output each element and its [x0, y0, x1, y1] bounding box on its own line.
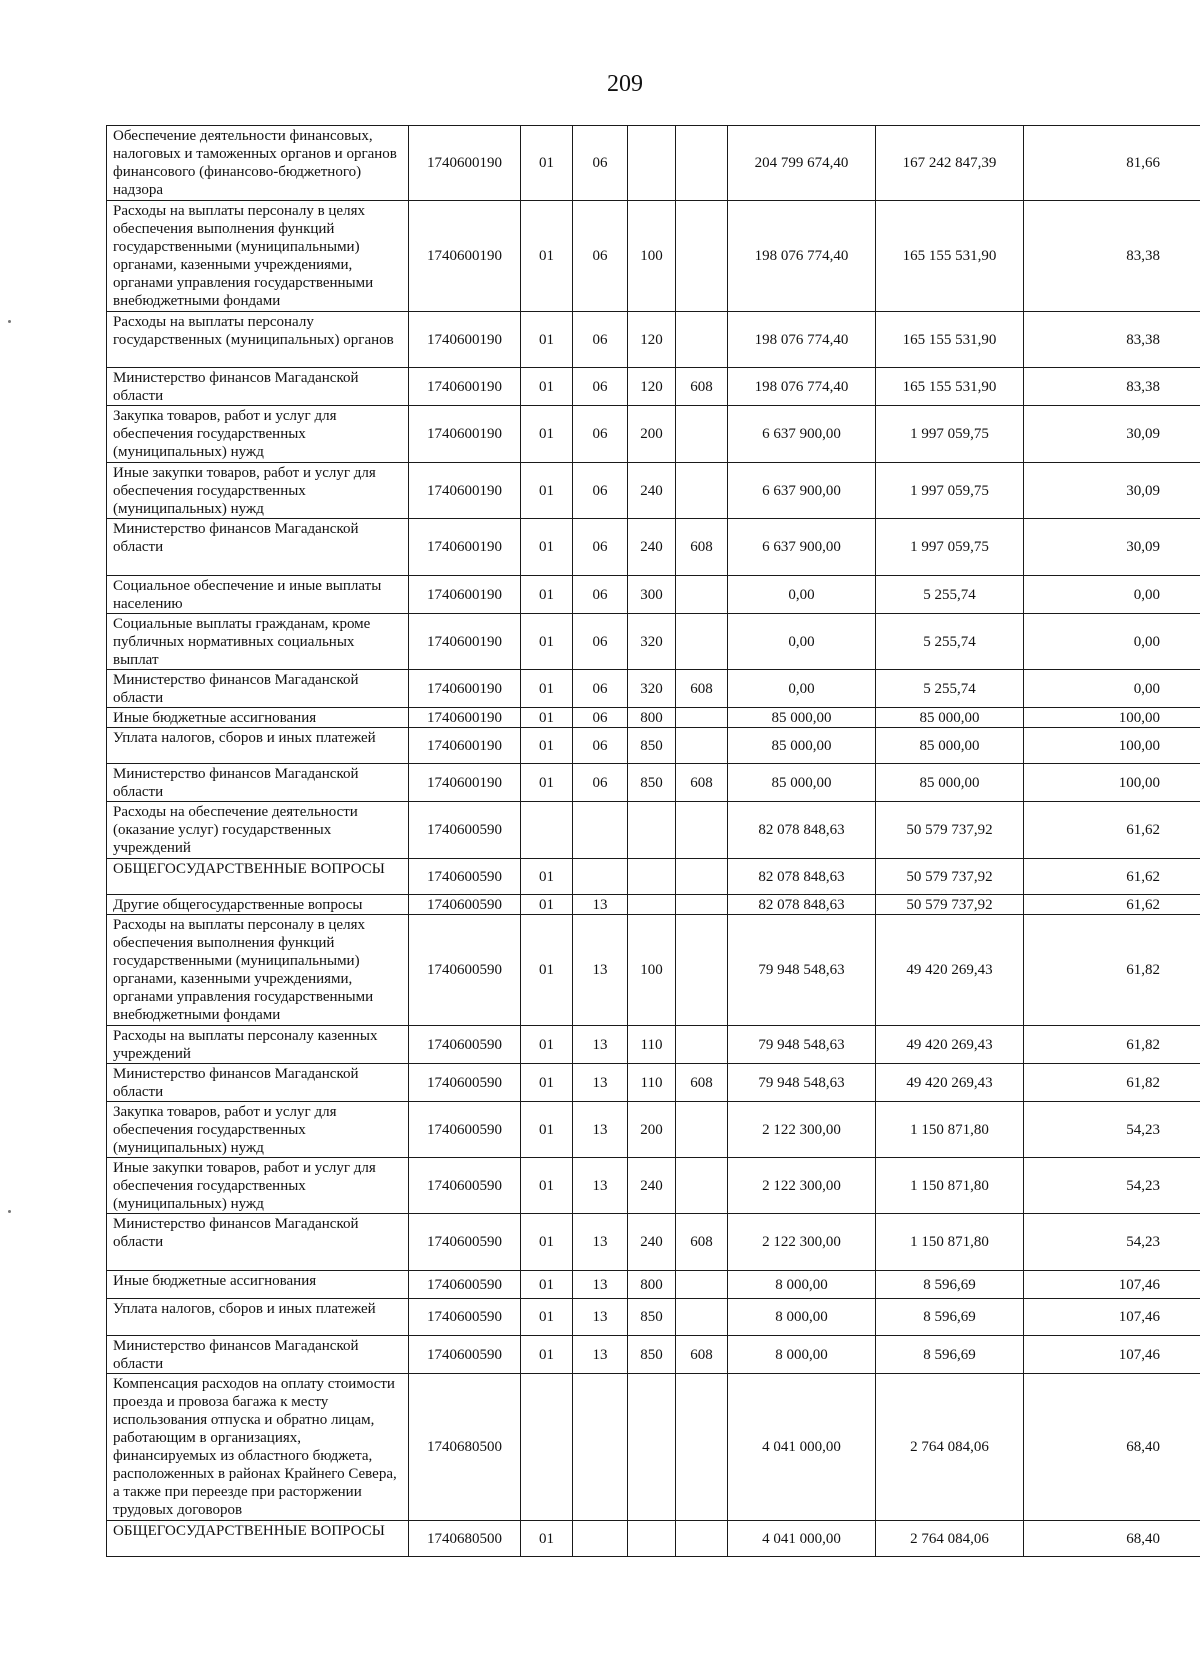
cell-admin-code: 608 — [676, 670, 728, 708]
cell-section: 01 — [521, 1158, 573, 1214]
table-row — [107, 1374, 1200, 1521]
table-row — [107, 406, 1200, 463]
cell-admin-code — [676, 728, 728, 764]
cell-actual-amount: 1 150 871,80 — [876, 1102, 1024, 1158]
cell-actual-amount: 49 420 269,43 — [876, 915, 1024, 1026]
cell-subsection: 13 — [573, 895, 628, 915]
table-row — [107, 201, 1200, 312]
cell-section: 01 — [521, 201, 573, 312]
cell-subsection: 13 — [573, 1214, 628, 1271]
cell-actual-amount: 165 155 531,90 — [876, 201, 1024, 312]
cell-admin-code — [676, 614, 728, 670]
cell-target-code: 1740600590 — [409, 859, 521, 895]
cell-admin-code — [676, 312, 728, 368]
cell-expense-type: 240 — [628, 519, 676, 576]
cell-admin-code — [676, 1102, 728, 1158]
cell-plan-amount: 2 122 300,00 — [728, 1158, 876, 1214]
cell-admin-code — [676, 859, 728, 895]
cell-subsection: 13 — [573, 915, 628, 1026]
cell-subsection: 06 — [573, 614, 628, 670]
cell-expense-type: 240 — [628, 1158, 676, 1214]
cell-section: 01 — [521, 1271, 573, 1299]
cell-expense-type: 120 — [628, 368, 676, 406]
cell-admin-code — [676, 1271, 728, 1299]
cell-name: Уплата налогов, сборов и иных платежей — [107, 1299, 409, 1336]
cell-percent: 61,82 — [1024, 915, 1200, 1026]
cell-percent: 61,82 — [1024, 1026, 1200, 1064]
cell-subsection — [573, 1374, 628, 1521]
cell-target-code: 1740600590 — [409, 1336, 521, 1374]
cell-name: Обеспечение деятельности финансовых, налоговых и таможенных органов и органов финансового (финансово-бюджетного) надзора — [107, 126, 409, 201]
cell-target-code: 1740600190 — [409, 519, 521, 576]
cell-section: 01 — [521, 728, 573, 764]
cell-name: Министерство финансов Магаданской области — [107, 1336, 409, 1374]
cell-admin-code: 608 — [676, 764, 728, 802]
cell-name: Уплата налогов, сборов и иных платежей — [107, 728, 409, 764]
cell-admin-code — [676, 802, 728, 859]
cell-plan-amount: 85 000,00 — [728, 764, 876, 802]
cell-target-code: 1740600190 — [409, 728, 521, 764]
cell-plan-amount: 204 799 674,40 — [728, 126, 876, 201]
cell-expense-type: 120 — [628, 312, 676, 368]
cell-plan-amount: 198 076 774,40 — [728, 201, 876, 312]
cell-expense-type: 100 — [628, 915, 676, 1026]
cell-plan-amount: 0,00 — [728, 614, 876, 670]
table-row — [107, 1336, 1200, 1374]
cell-admin-code — [676, 576, 728, 614]
cell-name: Расходы на выплаты персоналу государственных (муниципальных) органов — [107, 312, 409, 368]
cell-subsection: 13 — [573, 1299, 628, 1336]
cell-target-code: 1740600190 — [409, 614, 521, 670]
cell-expense-type: 850 — [628, 728, 676, 764]
cell-percent: 107,46 — [1024, 1336, 1200, 1374]
cell-plan-amount: 2 122 300,00 — [728, 1214, 876, 1271]
cell-subsection: 06 — [573, 764, 628, 802]
cell-actual-amount: 49 420 269,43 — [876, 1064, 1024, 1102]
cell-name: Компенсация расходов на оплату стоимости проезда и провоза багажа к месту использования отпуска и обратно лицам, работающим в организациях, финансируемых из областного бюджета, расположенных в районах Крайнего Севера, а также при переезде при расторжении трудовых договоров — [107, 1374, 409, 1521]
cell-name: Расходы на выплаты персоналу казенных учреждений — [107, 1026, 409, 1064]
cell-subsection: 13 — [573, 1064, 628, 1102]
cell-name: Иные бюджетные ассигнования — [107, 1271, 409, 1299]
cell-plan-amount: 0,00 — [728, 670, 876, 708]
cell-name: Закупка товаров, работ и услуг для обеспечения государственных (муниципальных) нужд — [107, 1102, 409, 1158]
cell-expense-type — [628, 1374, 676, 1521]
cell-percent: 68,40 — [1024, 1374, 1200, 1521]
cell-section: 01 — [521, 368, 573, 406]
cell-name: Иные закупки товаров, работ и услуг для обеспечения государственных (муниципальных) нужд — [107, 1158, 409, 1214]
cell-plan-amount: 82 078 848,63 — [728, 895, 876, 915]
table-row — [107, 670, 1200, 708]
cell-target-code: 1740600190 — [409, 201, 521, 312]
cell-section: 01 — [521, 1521, 573, 1557]
cell-percent: 107,46 — [1024, 1271, 1200, 1299]
cell-actual-amount: 1 997 059,75 — [876, 406, 1024, 463]
cell-percent: 68,40 — [1024, 1521, 1200, 1557]
cell-actual-amount: 85 000,00 — [876, 764, 1024, 802]
cell-section: 01 — [521, 576, 573, 614]
cell-name: Министерство финансов Магаданской области — [107, 368, 409, 406]
cell-section — [521, 1374, 573, 1521]
cell-section: 01 — [521, 708, 573, 728]
cell-percent: 30,09 — [1024, 463, 1200, 519]
cell-subsection: 13 — [573, 1271, 628, 1299]
cell-expense-type — [628, 1521, 676, 1557]
cell-expense-type: 320 — [628, 614, 676, 670]
cell-target-code: 1740680500 — [409, 1521, 521, 1557]
cell-target-code: 1740600590 — [409, 895, 521, 915]
cell-percent: 100,00 — [1024, 728, 1200, 764]
cell-actual-amount: 5 255,74 — [876, 670, 1024, 708]
cell-name: ОБЩЕГОСУДАРСТВЕННЫЕ ВОПРОСЫ — [107, 1521, 409, 1557]
cell-percent: 61,62 — [1024, 802, 1200, 859]
cell-admin-code — [676, 463, 728, 519]
cell-name: Закупка товаров, работ и услуг для обеспечения государственных (муниципальных) нужд — [107, 406, 409, 463]
table-row — [107, 895, 1200, 915]
table-row — [107, 764, 1200, 802]
cell-percent: 61,62 — [1024, 859, 1200, 895]
table-row — [107, 1214, 1200, 1271]
cell-subsection: 06 — [573, 670, 628, 708]
cell-target-code: 1740600590 — [409, 1064, 521, 1102]
cell-target-code: 1740600190 — [409, 126, 521, 201]
cell-actual-amount: 50 579 737,92 — [876, 859, 1024, 895]
cell-admin-code — [676, 201, 728, 312]
cell-subsection: 06 — [573, 576, 628, 614]
cell-plan-amount: 2 122 300,00 — [728, 1102, 876, 1158]
cell-actual-amount: 8 596,69 — [876, 1271, 1024, 1299]
cell-actual-amount: 85 000,00 — [876, 708, 1024, 728]
cell-admin-code — [676, 1374, 728, 1521]
cell-subsection: 06 — [573, 368, 628, 406]
cell-admin-code — [676, 406, 728, 463]
cell-percent: 83,38 — [1024, 201, 1200, 312]
table-row — [107, 576, 1200, 614]
cell-section: 01 — [521, 126, 573, 201]
cell-admin-code: 608 — [676, 1064, 728, 1102]
cell-plan-amount: 0,00 — [728, 576, 876, 614]
cell-target-code: 1740600190 — [409, 463, 521, 519]
cell-expense-type: 800 — [628, 708, 676, 728]
cell-name: Министерство финансов Магаданской области — [107, 1214, 409, 1271]
table-row — [107, 708, 1200, 728]
table-row — [107, 1064, 1200, 1102]
cell-actual-amount: 50 579 737,92 — [876, 895, 1024, 915]
cell-name: Министерство финансов Магаданской области — [107, 670, 409, 708]
cell-expense-type: 110 — [628, 1064, 676, 1102]
cell-expense-type: 240 — [628, 1214, 676, 1271]
cell-plan-amount: 198 076 774,40 — [728, 368, 876, 406]
cell-subsection — [573, 859, 628, 895]
cell-plan-amount: 8 000,00 — [728, 1271, 876, 1299]
table-row — [107, 859, 1200, 895]
cell-expense-type: 850 — [628, 1299, 676, 1336]
cell-admin-code — [676, 895, 728, 915]
cell-subsection: 06 — [573, 126, 628, 201]
cell-name: Министерство финансов Магаданской области — [107, 1064, 409, 1102]
cell-expense-type: 240 — [628, 463, 676, 519]
table-row — [107, 463, 1200, 519]
cell-subsection: 13 — [573, 1336, 628, 1374]
cell-expense-type — [628, 895, 676, 915]
cell-subsection: 06 — [573, 312, 628, 368]
cell-name: Министерство финансов Магаданской области — [107, 764, 409, 802]
cell-percent: 81,66 — [1024, 126, 1200, 201]
cell-actual-amount: 50 579 737,92 — [876, 802, 1024, 859]
cell-name: Иные закупки товаров, работ и услуг для обеспечения государственных (муниципальных) нужд — [107, 463, 409, 519]
cell-admin-code — [676, 1158, 728, 1214]
cell-plan-amount: 8 000,00 — [728, 1336, 876, 1374]
cell-plan-amount: 6 637 900,00 — [728, 519, 876, 576]
cell-admin-code: 608 — [676, 519, 728, 576]
cell-section: 01 — [521, 1026, 573, 1064]
cell-subsection — [573, 802, 628, 859]
cell-section: 01 — [521, 519, 573, 576]
cell-plan-amount: 6 637 900,00 — [728, 463, 876, 519]
cell-subsection: 06 — [573, 201, 628, 312]
cell-percent: 61,62 — [1024, 895, 1200, 915]
cell-section: 01 — [521, 463, 573, 519]
cell-actual-amount: 1 150 871,80 — [876, 1158, 1024, 1214]
cell-subsection: 13 — [573, 1158, 628, 1214]
cell-expense-type: 200 — [628, 1102, 676, 1158]
cell-target-code: 1740600590 — [409, 802, 521, 859]
cell-section: 01 — [521, 915, 573, 1026]
cell-actual-amount: 1 997 059,75 — [876, 463, 1024, 519]
cell-plan-amount: 4 041 000,00 — [728, 1521, 876, 1557]
cell-expense-type: 320 — [628, 670, 676, 708]
table-row — [107, 368, 1200, 406]
cell-actual-amount: 2 764 084,06 — [876, 1521, 1024, 1557]
cell-target-code: 1740600590 — [409, 1158, 521, 1214]
cell-target-code: 1740600190 — [409, 576, 521, 614]
cell-expense-type: 200 — [628, 406, 676, 463]
table-row — [107, 1521, 1200, 1557]
cell-name: Расходы на обеспечение деятельности (оказание услуг) государственных учреждений — [107, 802, 409, 859]
cell-expense-type — [628, 802, 676, 859]
cell-target-code: 1740600190 — [409, 368, 521, 406]
cell-section — [521, 802, 573, 859]
table-row — [107, 1158, 1200, 1214]
cell-percent: 100,00 — [1024, 708, 1200, 728]
cell-expense-type: 850 — [628, 764, 676, 802]
cell-actual-amount: 8 596,69 — [876, 1336, 1024, 1374]
page-number: 209 — [607, 71, 643, 97]
cell-expense-type: 300 — [628, 576, 676, 614]
cell-subsection: 13 — [573, 1102, 628, 1158]
cell-admin-code: 608 — [676, 1336, 728, 1374]
cell-section: 01 — [521, 1214, 573, 1271]
cell-name: Иные бюджетные ассигнования — [107, 708, 409, 728]
cell-actual-amount: 85 000,00 — [876, 728, 1024, 764]
cell-plan-amount: 79 948 548,63 — [728, 1026, 876, 1064]
cell-target-code: 1740600190 — [409, 312, 521, 368]
cell-admin-code — [676, 1026, 728, 1064]
cell-subsection: 06 — [573, 708, 628, 728]
cell-expense-type — [628, 126, 676, 201]
cell-target-code: 1740600190 — [409, 406, 521, 463]
cell-plan-amount: 79 948 548,63 — [728, 915, 876, 1026]
table-row — [107, 1299, 1200, 1336]
cell-percent: 0,00 — [1024, 670, 1200, 708]
cell-name: Расходы на выплаты персоналу в целях обеспечения выполнения функций государственными (муниципальными) органами, казенными учреждениями, органами управления государственными внебюджетными фондами — [107, 915, 409, 1026]
cell-plan-amount: 85 000,00 — [728, 728, 876, 764]
cell-target-code: 1740600590 — [409, 1102, 521, 1158]
cell-actual-amount: 5 255,74 — [876, 614, 1024, 670]
cell-section: 01 — [521, 406, 573, 463]
cell-actual-amount: 1 997 059,75 — [876, 519, 1024, 576]
cell-actual-amount: 1 150 871,80 — [876, 1214, 1024, 1271]
cell-admin-code — [676, 915, 728, 1026]
cell-target-code: 1740600590 — [409, 915, 521, 1026]
cell-admin-code — [676, 708, 728, 728]
cell-name: Другие общегосударственные вопросы — [107, 895, 409, 915]
scan-mark — [8, 320, 11, 323]
cell-target-code: 1740680500 — [409, 1374, 521, 1521]
cell-section: 01 — [521, 1102, 573, 1158]
table-row — [107, 519, 1200, 576]
cell-actual-amount: 165 155 531,90 — [876, 312, 1024, 368]
table-body — [107, 126, 1200, 1557]
cell-target-code: 1740600590 — [409, 1271, 521, 1299]
cell-section: 01 — [521, 1299, 573, 1336]
cell-target-code: 1740600590 — [409, 1026, 521, 1064]
cell-expense-type: 110 — [628, 1026, 676, 1064]
cell-actual-amount: 5 255,74 — [876, 576, 1024, 614]
cell-percent: 0,00 — [1024, 576, 1200, 614]
cell-plan-amount: 4 041 000,00 — [728, 1374, 876, 1521]
cell-expense-type: 100 — [628, 201, 676, 312]
cell-plan-amount: 82 078 848,63 — [728, 802, 876, 859]
cell-subsection: 13 — [573, 1026, 628, 1064]
cell-section: 01 — [521, 312, 573, 368]
cell-percent: 30,09 — [1024, 406, 1200, 463]
cell-actual-amount: 49 420 269,43 — [876, 1026, 1024, 1064]
cell-admin-code: 608 — [676, 368, 728, 406]
cell-section: 01 — [521, 1336, 573, 1374]
cell-target-code: 1740600590 — [409, 1214, 521, 1271]
cell-target-code: 1740600190 — [409, 670, 521, 708]
table-row — [107, 312, 1200, 368]
table-row — [107, 728, 1200, 764]
cell-subsection: 06 — [573, 463, 628, 519]
table-row — [107, 126, 1200, 201]
cell-plan-amount: 6 637 900,00 — [728, 406, 876, 463]
cell-actual-amount: 2 764 084,06 — [876, 1374, 1024, 1521]
cell-admin-code — [676, 1299, 728, 1336]
cell-name: ОБЩЕГОСУДАРСТВЕННЫЕ ВОПРОСЫ — [107, 859, 409, 895]
cell-plan-amount: 8 000,00 — [728, 1299, 876, 1336]
cell-subsection: 06 — [573, 728, 628, 764]
table-row — [107, 1102, 1200, 1158]
cell-expense-type: 850 — [628, 1336, 676, 1374]
cell-name: Социальное обеспечение и иные выплаты населению — [107, 576, 409, 614]
cell-section: 01 — [521, 764, 573, 802]
cell-actual-amount: 8 596,69 — [876, 1299, 1024, 1336]
cell-expense-type: 800 — [628, 1271, 676, 1299]
cell-percent: 61,82 — [1024, 1064, 1200, 1102]
cell-percent: 54,23 — [1024, 1102, 1200, 1158]
cell-admin-code — [676, 1521, 728, 1557]
cell-admin-code: 608 — [676, 1214, 728, 1271]
cell-expense-type — [628, 859, 676, 895]
cell-plan-amount: 85 000,00 — [728, 708, 876, 728]
table-row — [107, 614, 1200, 670]
cell-plan-amount: 82 078 848,63 — [728, 859, 876, 895]
cell-percent: 54,23 — [1024, 1158, 1200, 1214]
scan-mark — [8, 1210, 11, 1213]
cell-name: Расходы на выплаты персоналу в целях обеспечения выполнения функций государственными (муниципальными) органами, казенными учреждениями, органами управления государственными внебюджетными фондами — [107, 201, 409, 312]
cell-section: 01 — [521, 614, 573, 670]
cell-subsection: 06 — [573, 519, 628, 576]
cell-target-code: 1740600190 — [409, 708, 521, 728]
cell-admin-code — [676, 126, 728, 201]
cell-percent: 0,00 — [1024, 614, 1200, 670]
table-row — [107, 915, 1200, 1026]
cell-plan-amount: 79 948 548,63 — [728, 1064, 876, 1102]
budget-table — [106, 125, 1200, 1557]
table-row — [107, 1271, 1200, 1299]
cell-section: 01 — [521, 670, 573, 708]
cell-name: Министерство финансов Магаданской области — [107, 519, 409, 576]
table-row — [107, 1026, 1200, 1064]
cell-section: 01 — [521, 895, 573, 915]
cell-percent: 54,23 — [1024, 1214, 1200, 1271]
cell-target-code: 1740600190 — [409, 764, 521, 802]
cell-section: 01 — [521, 859, 573, 895]
cell-percent: 83,38 — [1024, 368, 1200, 406]
cell-target-code: 1740600590 — [409, 1299, 521, 1336]
cell-actual-amount: 167 242 847,39 — [876, 126, 1024, 201]
cell-actual-amount: 165 155 531,90 — [876, 368, 1024, 406]
cell-plan-amount: 198 076 774,40 — [728, 312, 876, 368]
table-row — [107, 802, 1200, 859]
cell-percent: 83,38 — [1024, 312, 1200, 368]
cell-subsection: 06 — [573, 406, 628, 463]
cell-subsection — [573, 1521, 628, 1557]
cell-percent: 30,09 — [1024, 519, 1200, 576]
cell-section: 01 — [521, 1064, 573, 1102]
cell-percent: 100,00 — [1024, 764, 1200, 802]
cell-percent: 107,46 — [1024, 1299, 1200, 1336]
cell-name: Социальные выплаты гражданам, кроме публичных нормативных социальных выплат — [107, 614, 409, 670]
